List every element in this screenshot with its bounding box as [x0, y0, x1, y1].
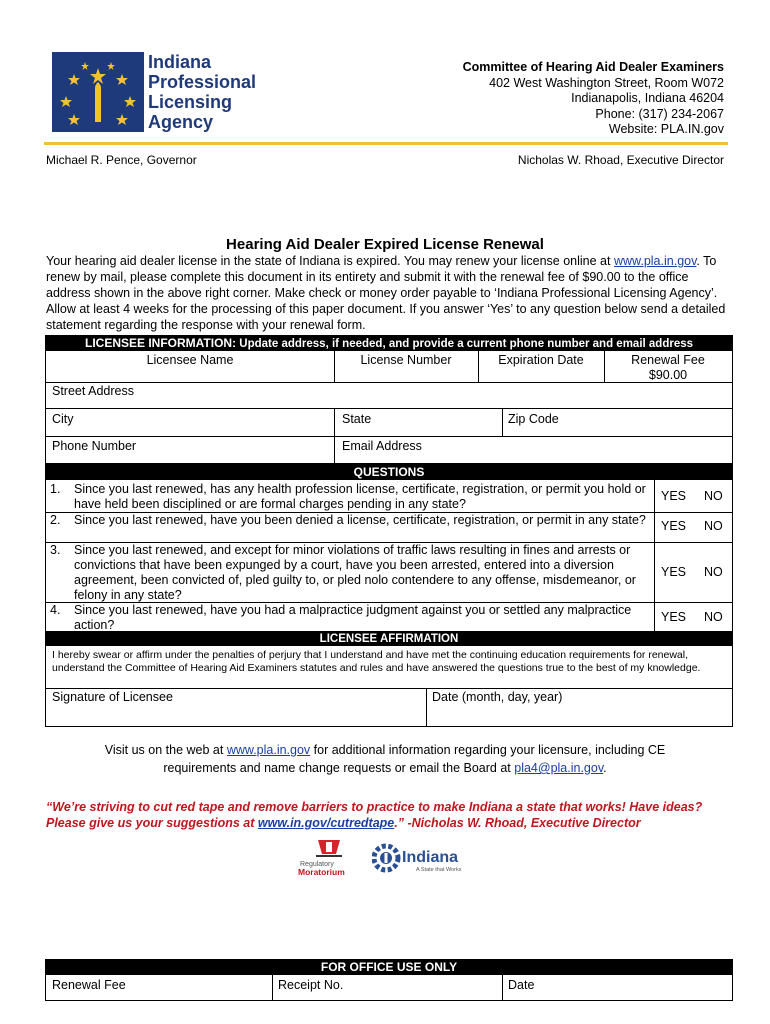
question-1-yes[interactable]: YES — [661, 489, 687, 503]
header-instructions: Update address, if needed, and provide a current phone number and email address — [236, 338, 694, 350]
affirmation-statement: I hereby swear or affirm under the penalties of perjury that I understand and have met the continuing education requirements for renewal, understand the Committee of Hearing Aid Examiners statutes and rules and have answered the questions true to the best of my knowledge. — [52, 649, 701, 674]
director-quote — [46, 799, 736, 831]
zip-code-field[interactable]: Zip Code — [508, 412, 559, 426]
intro-paragraph — [46, 253, 726, 333]
moratorium-bottom-text: Moratorium — [298, 867, 345, 877]
agency-wordmark — [148, 52, 258, 132]
question-4-yes[interactable]: YES — [661, 610, 687, 624]
state-field[interactable]: State — [342, 412, 372, 426]
cut-red-tape-link[interactable]: www.in.gov/cutredtape — [257, 816, 395, 830]
question-number: 3. — [50, 543, 61, 557]
city-state-zip: Indianapolis, Indiana 46204 — [571, 91, 724, 105]
intro-text: Your hearing aid dealer license in the state of Indiana is expired. You may renew your license online at — [46, 254, 614, 268]
renewal-fee-label: Renewal Fee — [631, 353, 705, 367]
agency-website: Website: PLA.IN.gov — [608, 122, 724, 136]
licensee-info-table — [45, 335, 733, 464]
question-text: Since you last renewed, have you been denied a license, certificate, registration, or permit in any state? — [74, 513, 646, 527]
director-name: Nicholas W. Rhoad, Executive Director — [517, 153, 724, 167]
agency-seal-logo — [52, 52, 144, 132]
logo-line: Licensing — [148, 92, 233, 112]
indiana-state-logo — [372, 840, 472, 876]
visit-text: Visit us on the web at — [104, 743, 227, 757]
office-use-table — [45, 959, 733, 1001]
email-address-field[interactable]: Email Address — [342, 439, 422, 453]
question-text: Since you last renewed, have you had a malpractice judgment against you or settled any malpractice action? — [74, 603, 632, 632]
board-email-link[interactable]: pla4@pla.in.gov — [514, 761, 604, 775]
affirmation-header: LICENSEE AFFIRMATION — [46, 632, 732, 646]
question-4-no[interactable]: NO — [704, 610, 723, 624]
question-number: 1. — [50, 482, 61, 496]
office-receipt-field[interactable]: Receipt No. — [278, 978, 344, 992]
header-divider — [44, 142, 728, 145]
city-field[interactable]: City — [52, 412, 74, 426]
logo-line: Agency — [148, 112, 214, 132]
indiana-tagline: A State that Works — [416, 867, 462, 873]
pla-web-link[interactable]: www.pla.in.gov — [226, 743, 311, 757]
question-3-no[interactable]: NO — [704, 565, 723, 579]
question-number: 2. — [50, 513, 61, 527]
quote-text: “We’re striving to cut red tape and remove barriers to practice to make Indiana a state that works! Have ideas? Please give us your suggestions at — [46, 800, 703, 830]
renewal-fee-field — [604, 353, 732, 383]
logo-line: Professional — [148, 72, 257, 92]
office-use-header: FOR OFFICE USE ONLY — [46, 960, 732, 975]
renewal-fee-amount: $90.00 — [648, 368, 688, 382]
quote-text: .” -Nicholas W. Rhoad, Executive Director — [394, 816, 641, 830]
license-number-field[interactable]: License Number — [360, 353, 452, 367]
regulatory-moratorium-logo — [296, 836, 362, 878]
pla-website-link[interactable]: www.pla.in.gov — [613, 254, 697, 268]
street-address: 402 West Washington Street, Room W072 — [489, 75, 724, 90]
licensee-name-field[interactable]: Licensee Name — [146, 353, 234, 367]
agency-address-block — [463, 60, 724, 138]
question-2-yes[interactable]: YES — [661, 519, 687, 533]
governor-name: Michael R. Pence, Governor — [46, 153, 197, 167]
intro-text: . To renew by mail, please complete this document in its entirety and submit it with the renewal fee of $90.00 to the office address shown in the above right corner. Make check or money order payable to ‘Indiana Professional Licensing Agency’. Allow at least 4 weeks for the processing of this paper document. If you answer ‘Yes’ to any question below send a detailed statement regarding the response with your renewal form. — [46, 254, 726, 332]
phone-number-field[interactable]: Phone Number — [52, 439, 137, 453]
signature-date-field[interactable]: Date (month, day, year) — [432, 690, 563, 704]
committee-name: Committee of Hearing Aid Dealer Examiners — [462, 60, 724, 74]
affirmation-table — [45, 631, 733, 727]
moratorium-top-text: Regulatory — [300, 861, 334, 868]
form-title: Hearing Aid Dealer Expired License Renewal — [226, 236, 544, 253]
visit-web-paragraph — [0, 741, 770, 777]
logo-line: Indiana — [148, 52, 212, 72]
question-text: Since you last renewed, has any health profession license, certificate, registration, or permit you hold or have held been disciplined or are formal charges pending in any state? — [74, 482, 646, 511]
questions-table — [45, 464, 733, 634]
indiana-wordmark: Indiana — [402, 849, 459, 866]
question-text: Since you last renewed, and except for minor violations of traffic laws resulting in fines and arrests or convictions that have been expunged by a court, have you been arrested, entered into a diversion agreement, been convicted of, pled guilty to, or pled nolo contendere to any offense, misdemeanor, or felony in any state? — [74, 543, 636, 602]
street-address-field[interactable]: Street Address — [52, 384, 134, 398]
question-number: 4. — [50, 603, 61, 617]
office-date-field[interactable]: Date — [508, 978, 535, 992]
visit-text: for additional information regarding your licensure, including CE — [310, 743, 666, 757]
office-renewal-fee-field[interactable]: Renewal Fee — [52, 978, 126, 992]
agency-phone: Phone: (317) 234-2067 — [595, 106, 724, 121]
question-2-no[interactable]: NO — [704, 519, 723, 533]
expiration-date-field[interactable]: Expiration Date — [498, 353, 584, 367]
visit-text: . — [603, 761, 607, 775]
questions-header: QUESTIONS — [46, 465, 732, 480]
header-label: LICENSEE INFORMATION: — [84, 336, 237, 350]
visit-text: requirements and name change requests or email the Board at — [163, 761, 515, 775]
question-1-no[interactable]: NO — [704, 489, 723, 503]
licensee-info-header — [46, 336, 732, 351]
question-3-yes[interactable]: YES — [661, 565, 687, 579]
signature-field[interactable]: Signature of Licensee — [52, 690, 173, 704]
